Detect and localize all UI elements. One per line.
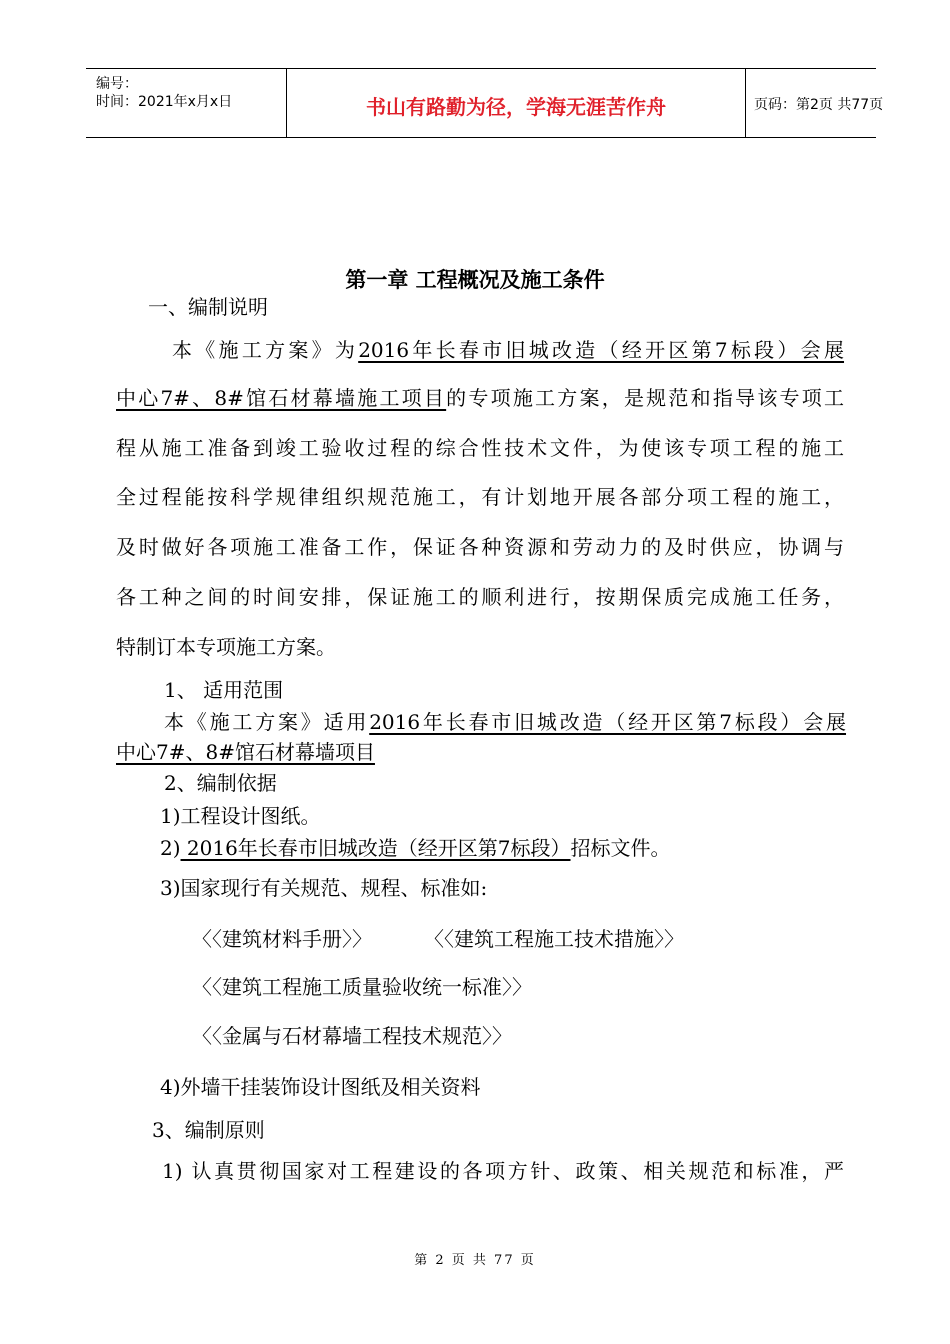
intro-line-3: 程从施工准备到竣工验收过程的综合性技术文件，为使该专项工程的施工 [116,436,844,460]
standard-metal-stone-curtain-wall: 〈〈金属与石材幕墙工程技术规范〉〉 [192,1024,512,1048]
section-heading-compile-notes: 一、编制说明 [148,295,268,319]
scope-line-1 [164,712,846,732]
standard-construction-technical-measures: 〈〈建筑工程施工技术措施〉〉 [424,927,684,951]
intro-line-1 [172,340,844,360]
basis-item-2 [160,838,671,858]
scope-heading: 1、 适用范围 [164,678,284,702]
intro-project-name-2: 中心7#、8#馆石材幕墙施工项目 [116,386,447,410]
intro-project-name-1: 2016年长春市旧城改造（经开区第7标段）会展 [358,338,845,362]
principle-item-1: 1) 认真贯彻国家对工程建设的各项方针、政策、相关规范和标准，严 [162,1159,844,1183]
basis-item-2-suffix: 招标文件。 [570,836,671,860]
standard-quality-acceptance: 〈〈建筑工程施工质量验收统一标准〉〉 [192,975,532,999]
header-page-cell [746,69,884,137]
scope-project-name-2: 中心7#、8#馆石材幕墙项目 [116,740,375,764]
page-footer-number: 第 2 页 共 77 页 [414,1253,536,1268]
page-header [86,68,884,138]
intro-line-2-suffix: 的专项施工方案，是规范和指导该专项工 [446,386,844,410]
intro-line-1-prefix: 本《施工方案》为 [172,338,359,362]
basis-item-4: 4)外墙干挂装饰设计图纸及相关资料 [160,1075,481,1099]
intro-line-2 [116,388,844,408]
header-motto: 书山有路勤为径，学海无涯苦作舟 [366,95,666,119]
intro-line-7: 特制订本专项施工方案。 [116,635,336,659]
scope-project-name-1: 2016年长春市旧城改造（经开区第7标段）会展 [369,710,847,734]
basis-item-3: 3)国家现行有关规范、规程、标准如: [160,876,488,900]
principle-heading: 3、编制原则 [152,1118,265,1142]
basis-item-2-tender-name: 2016年长春市旧城改造（经开区第7标段） [180,836,571,860]
basis-heading: 2、编制依据 [164,771,277,795]
header-meta-cell [86,69,286,137]
standard-building-materials-handbook: 〈〈建筑材料手册〉〉 [192,927,372,951]
document-number-label: 编号： [96,76,138,92]
chapter-title: 第一章 工程概况及施工条件 [345,268,605,292]
header-page-number: 页码：第2页 共77页 [754,97,884,113]
document-time-label: 时间：2021年x月x日 [96,94,233,110]
scope-prefix: 本《施工方案》适用 [164,710,370,734]
intro-line-4: 全过程能按科学规律组织规范施工，有计划地开展各部分项工程的施工， [116,485,844,509]
basis-item-1: 1)工程设计图纸。 [160,804,321,828]
intro-line-5: 及时做好各项施工准备工作，保证各种资源和劳动力的及时供应，协调与 [116,535,844,559]
intro-line-6: 各工种之间的时间安排，保证施工的顺利进行，按期保质完成施工任务， [116,585,844,609]
basis-item-2-prefix: 2) [160,836,181,860]
header-motto-cell [286,69,746,137]
